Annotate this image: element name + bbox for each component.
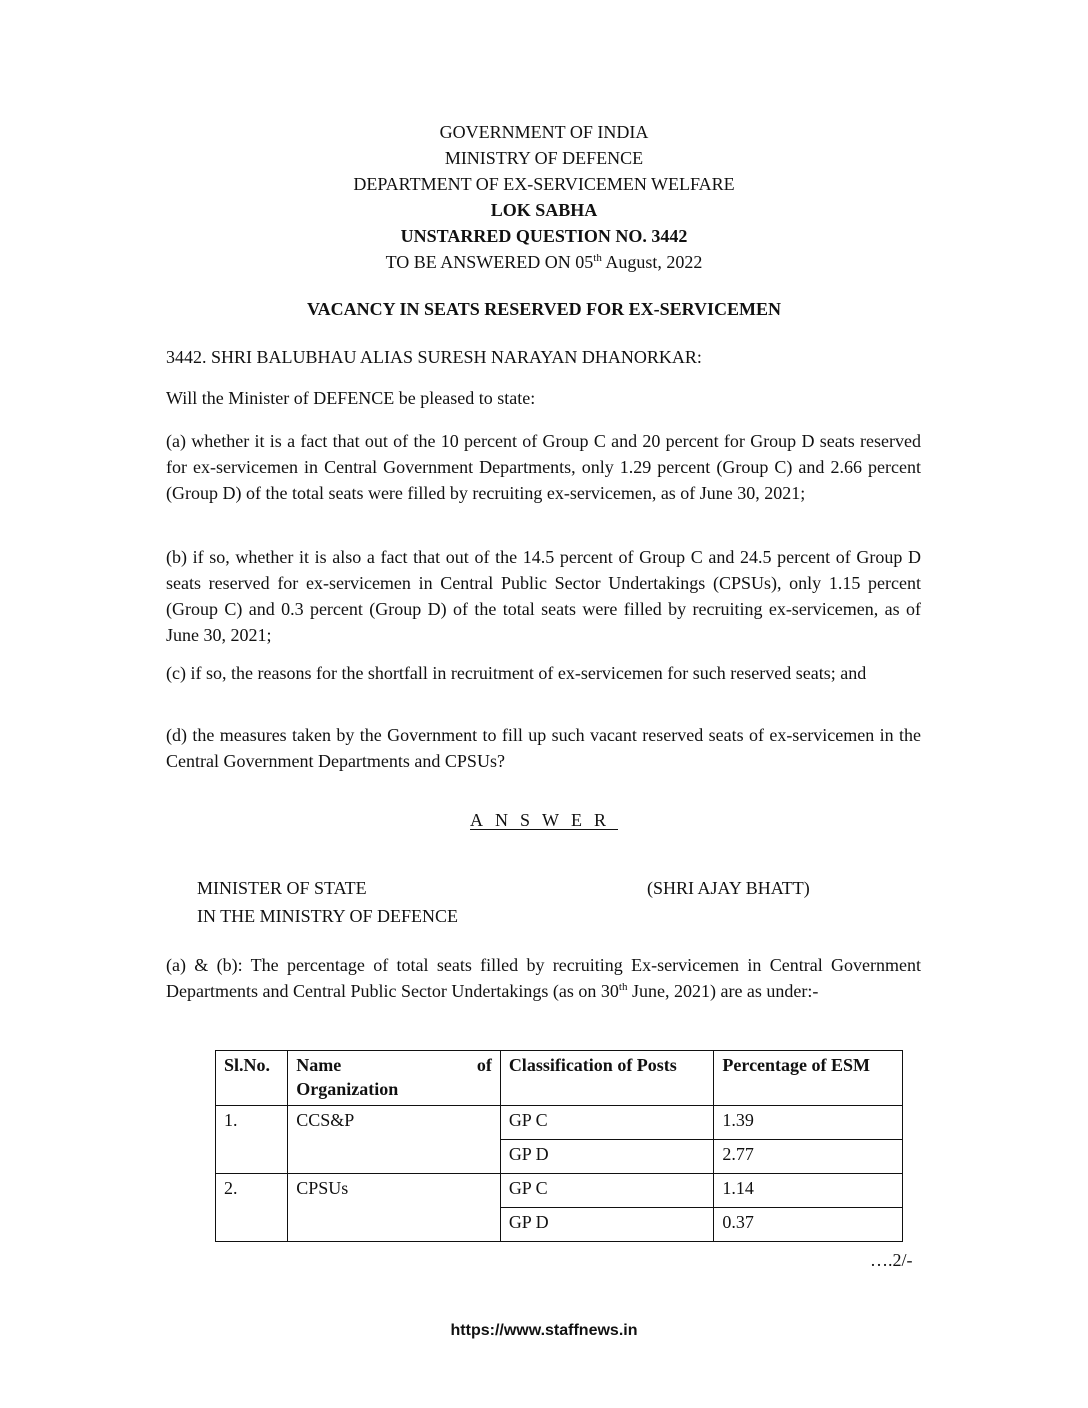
minister-line-1: MINISTER OF STATE [197,878,367,898]
answer-ab-prefix: (a) & (b): The percentage of total seats filled by recruiting Ex-servicemen in Central Government Departments and Central Public Sector Undertakings (as on 30 [166,955,921,1001]
header-percentage: Percentage of ESM [714,1051,903,1106]
cell-classification: GP D [500,1208,714,1242]
cell-percentage: 1.14 [714,1174,903,1208]
page-continuation: ….2/- [870,1250,913,1270]
header-org-of: of [476,1055,492,1075]
table-header-row [216,1051,903,1106]
answer-ab-sup: th [618,981,628,993]
footer-watermark-url[interactable]: https://www.staffnews.in [450,1322,638,1339]
cell-percentage: 2.77 [714,1140,903,1174]
cell-slno: 1. [216,1106,288,1174]
answer-date-prefix: TO BE ANSWERED ON 05 [385,252,594,272]
cell-classification: GP D [500,1140,714,1174]
header-answer-date [0,249,1088,275]
table-row [216,1174,903,1208]
question-intro: Will the Minister of DEFENCE be pleased to state: [166,388,536,408]
cell-classification: GP C [500,1174,714,1208]
question-b: (b) if so, whether it is also a fact that out of the 14.5 percent of Group C and 24.5 percent of Group D seats reserved for ex-servicemen in Central Public Sector Undertakings (CPSUs), only 1.15 percent (Group C) and 0.3 percent (Group D) of the total seats were filled by recruiting ex-servicemen, as of June 30, 2021; [166,547,921,645]
answer-date-suffix: August, 2022 [601,252,703,272]
header-org-organization: Organization [296,1079,399,1099]
header-question-number: UNSTARRED QUESTION NO. 3442 [400,226,688,246]
header-ministry: MINISTRY OF DEFENCE [444,148,644,168]
minister-line-2: IN THE MINISTRY OF DEFENCE [197,906,459,926]
header-house: LOK SABHA [490,200,598,220]
document-header [0,119,1088,275]
minister-name: (SHRI AJAY BHATT) [647,878,810,898]
answer-date-sup: th [593,252,602,264]
header-government: GOVERNMENT OF INDIA [439,122,649,142]
table-row [216,1106,903,1140]
cell-percentage: 1.39 [714,1106,903,1140]
question-c: (c) if so, the reasons for the shortfall in recruitment of ex-servicemen for such reserved seats; and [166,663,867,683]
answer-ab [166,952,921,1004]
questioner: 3442. SHRI BALUBHAU ALIAS SURESH NARAYAN DHANORKAR: [166,347,702,367]
question-a: (a) whether it is a fact that out of the 10 percent of Group C and 20 percent for Group D seats reserved for ex-servicemen in Central Government Departments, only 1.29 percent (Group C) and 2.66 percent (Group D) of the total seats were filled by recruiting ex-servicemen, as of June 30, 2021; [166,431,921,503]
header-department: DEPARTMENT OF EX-SERVICEMEN WELFARE [353,174,735,194]
answer-heading-text: ANSWER [470,810,618,830]
question-d: (d) the measures taken by the Government to fill up such vacant reserved seats of ex-servicemen in the Central Government Departments and CPSUs? [166,725,921,771]
question-subject: VACANCY IN SEATS RESERVED FOR EX-SERVICEMEN [307,299,781,319]
header-classification: Classification of Posts [500,1051,714,1106]
cell-percentage: 0.37 [714,1208,903,1242]
cell-organization: CCS&P [288,1106,501,1174]
answer-ab-suffix: June, 2021) are as under:- [627,981,819,1001]
minister-designation [197,874,597,930]
header-organization [288,1051,501,1106]
answer-heading [0,810,1088,831]
cell-classification: GP C [500,1106,714,1140]
esm-percentage-table [215,1050,903,1242]
cell-slno: 2. [216,1174,288,1242]
cell-organization: CPSUs [288,1174,501,1242]
header-org-name: Name [296,1055,342,1075]
header-slno: Sl.No. [216,1051,288,1106]
